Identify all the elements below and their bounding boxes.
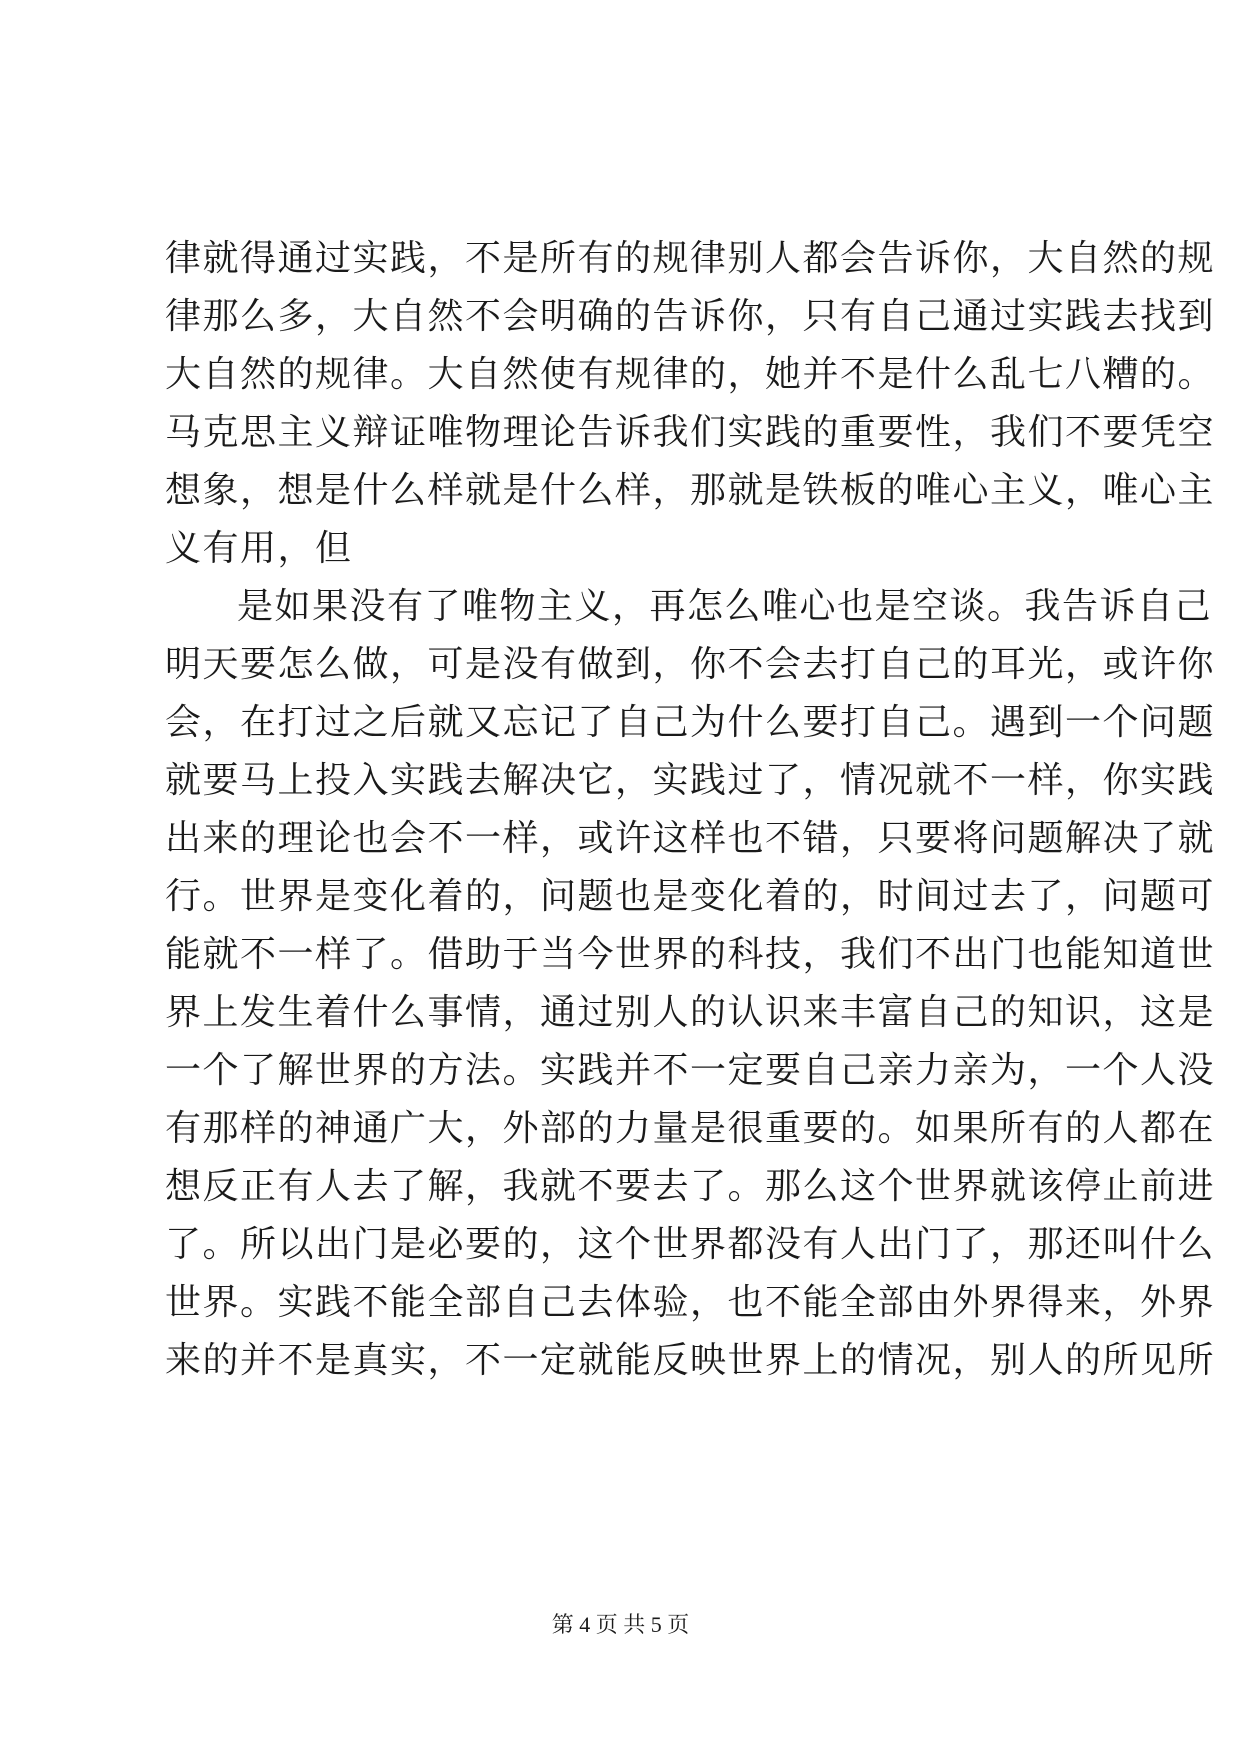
text-line: 界上发生着什么事情，通过别人的认识来丰富自己的知识，这是 <box>165 992 1216 1033</box>
body-text <box>165 230 1216 1390</box>
text-line: 律就得通过实践，不是所有的规律别人都会告诉你，大自然的规 <box>165 238 1216 279</box>
text-line: 明天要怎么做，可是没有做到，你不会去打自己的耳光，或许你 <box>165 644 1216 685</box>
text-line: 世界。实践不能全部自己去体验，也不能全部由外界得来，外界 <box>165 1282 1216 1323</box>
text-line: 了。所以出门是必要的，这个世界都没有人出门了，那还叫什么 <box>165 1224 1216 1265</box>
text-line: 就要马上投入实践去解决它，实践过了，情况就不一样，你实践 <box>165 760 1216 801</box>
text-line: 行。世界是变化着的，问题也是变化着的，时间过去了，问题可 <box>165 876 1216 917</box>
paragraph-first-line: 是如果没有了唯物主义，再怎么唯心也是空谈。我告诉自己 <box>237 586 1213 627</box>
text-line: 义有用，但 <box>165 528 353 569</box>
text-line: 来的并不是真实，不一定就能反映世界上的情况，别人的所见所 <box>165 1340 1216 1381</box>
text-line: 想反正有人去了解，我就不要去了。那么这个世界就该停止前进 <box>165 1166 1216 1207</box>
text-line: 大自然的规律。大自然使有规律的，她并不是什么乱七八糟的。 <box>165 354 1216 395</box>
text-line: 会，在打过之后就又忘记了自己为什么要打自己。遇到一个问题 <box>165 702 1216 743</box>
text-line: 能就不一样了。借助于当今世界的科技，我们不出门也能知道世 <box>165 934 1216 975</box>
text-line: 马克思主义辩证唯物理论告诉我们实践的重要性，我们不要凭空 <box>165 412 1216 453</box>
text-line: 律那么多，大自然不会明确的告诉你，只有自己通过实践去找到 <box>165 296 1216 337</box>
page-number-footer: 第 4 页 共 5 页 <box>551 1612 690 1637</box>
text-line: 一个了解世界的方法。实践并不一定要自己亲力亲为，一个人没 <box>165 1050 1216 1091</box>
text-line: 想象，想是什么样就是什么样，那就是铁板的唯心主义，唯心主 <box>165 470 1216 511</box>
text-line: 有那样的神通广大，外部的力量是很重要的。如果所有的人都在 <box>165 1108 1216 1149</box>
text-line: 出来的理论也会不一样，或许这样也不错，只要将问题解决了就 <box>165 818 1216 859</box>
